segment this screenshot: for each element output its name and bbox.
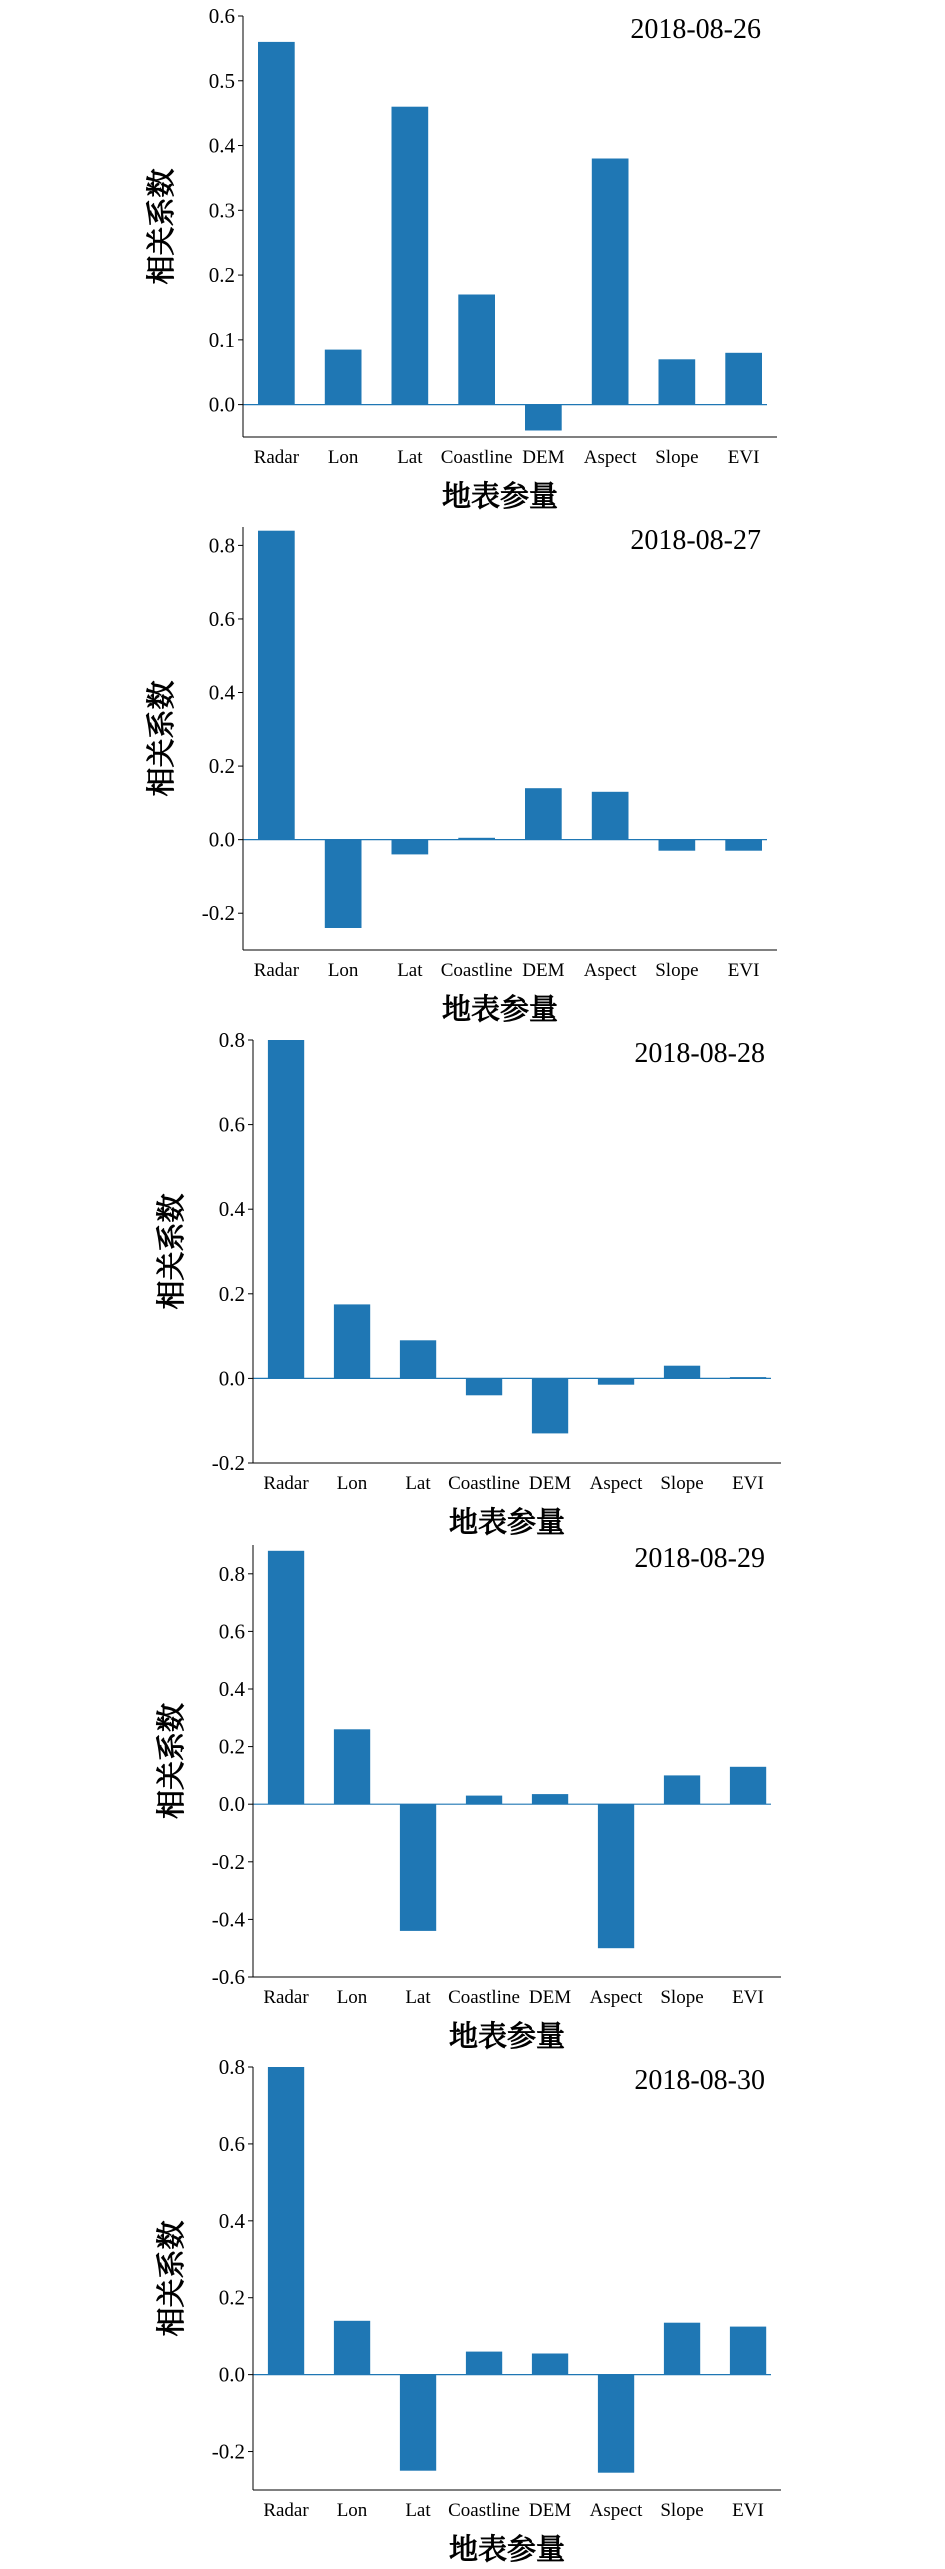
y-tick-label: 0.0 [208,827,235,852]
bar-aspect [592,792,629,840]
y-tick-label: 0.5 [208,68,235,93]
bar-dem [532,1794,568,1804]
panel-title: 2018-08-30 [634,2065,765,2096]
x-tick-label-coastline: Coastline [448,2500,520,2521]
x-tick-label-evi: EVI [727,447,760,468]
panel-title: 2018-08-29 [634,1543,765,1574]
bar-evi [730,2327,766,2375]
y-axis-label: 相关系数 [144,168,178,285]
x-tick-label-lon: Lon [336,2500,368,2521]
y-tick-label: 0.2 [208,263,235,288]
x-tick-label-lon: Lon [336,1987,368,2008]
bar-lat [400,1804,436,1931]
x-tick-label-dem: DEM [528,1987,572,2008]
x-tick-label-coastline: Coastline [440,960,513,981]
x-axis-label: 地表参量 [441,992,559,1026]
x-tick-label-slope: Slope [660,1473,704,1494]
y-tick-label: 0.6 [208,606,235,631]
bar-coastline [466,1378,502,1395]
y-tick-label: -0.2 [211,2439,245,2464]
bar-lat [400,1340,436,1378]
chart-panel-5 [154,2055,781,2566]
x-axis-label: 地表参量 [448,1505,566,1539]
x-tick-label-lat: Lat [397,447,423,468]
panel-title: 2018-08-26 [630,14,761,45]
bar-aspect [598,2375,634,2473]
x-tick-label-evi: EVI [727,960,760,981]
y-tick-label: 0.2 [218,1734,245,1759]
y-tick-label: 0.6 [218,1619,245,1644]
bar-slope [664,2323,700,2375]
bar-slope [664,1775,700,1804]
bar-dem [532,1378,568,1433]
y-tick-label: 0.4 [208,680,235,705]
x-tick-label-lon: Lon [336,1473,368,1494]
y-axis-label: 相关系数 [154,1702,188,1820]
bar-lon [325,350,362,405]
y-tick-label: -0.4 [211,1907,245,1932]
y-axis-label: 相关系数 [144,680,178,797]
x-tick-label-lon: Lon [327,447,359,468]
bar-lon [334,1729,370,1804]
x-tick-label-aspect: Aspect [583,447,637,468]
y-tick-label: 0.8 [208,533,235,558]
y-tick-label: 0.2 [218,2285,245,2310]
panel-title: 2018-08-28 [634,1038,765,1069]
y-tick-label: 0.0 [218,1792,245,1817]
chart-panel-2 [144,525,777,1026]
x-tick-label-dem: DEM [528,2500,572,2521]
bar-coastline [466,1796,502,1805]
bar-lon [325,840,362,928]
x-tick-label-radar: Radar [263,2500,309,2521]
y-tick-label: 0.2 [208,754,235,779]
bar-aspect [592,159,629,405]
bar-slope [659,840,696,851]
bar-radar [258,42,295,405]
bar-lat [400,2375,436,2471]
y-tick-label: 0.4 [218,2208,245,2233]
bar-slope [664,1366,700,1379]
x-tick-label-slope: Slope [660,1987,704,2008]
x-tick-label-coastline: Coastline [440,447,513,468]
bar-radar [268,1551,304,1804]
x-tick-label-evi: EVI [732,2500,764,2521]
x-tick-label-coastline: Coastline [448,1987,520,2008]
y-tick-label: -0.2 [201,901,235,926]
y-tick-label: 0.0 [218,1366,245,1391]
y-tick-label: 0.4 [218,1677,245,1701]
y-tick-label: 0.0 [208,392,235,417]
x-tick-label-radar: Radar [253,447,300,468]
bar-coastline [458,295,495,405]
chart-panel-3 [154,1028,781,1539]
y-axis-label: 相关系数 [154,1193,188,1310]
bar-aspect [598,1378,634,1384]
x-tick-label-lat: Lat [405,2500,431,2521]
bar-lon [334,1304,370,1378]
bar-evi [725,353,762,405]
y-tick-label: 0.3 [208,198,235,223]
y-tick-label: -0.6 [211,1965,245,1989]
bar-radar [268,1040,304,1378]
y-tick-label: 0.2 [218,1281,245,1306]
x-axis-label: 地表参量 [441,479,559,513]
x-tick-label-slope: Slope [660,2500,704,2521]
y-tick-label: -0.2 [211,1451,245,1475]
y-tick-label: 0.6 [218,2131,245,2156]
bar-dem [525,788,562,840]
x-tick-label-aspect: Aspect [589,1473,643,1494]
panel-title: 2018-08-27 [630,525,761,556]
bar-lat [392,107,429,405]
x-tick-label-aspect: Aspect [589,2500,643,2521]
bar-radar [268,2067,304,2375]
bar-evi [725,840,762,851]
bar-lat [392,840,429,855]
y-tick-label: 0.4 [218,1197,245,1222]
x-tick-label-dem: DEM [522,447,565,468]
bar-dem [532,2354,568,2375]
x-tick-label-evi: EVI [732,1473,764,1494]
y-axis-label: 相关系数 [154,2220,188,2337]
x-tick-label-aspect: Aspect [583,960,637,981]
y-tick-label: 0.8 [218,1561,245,1586]
x-tick-label-lat: Lat [397,960,423,981]
x-tick-label-coastline: Coastline [448,1473,520,1494]
chart-panel-1 [144,4,777,513]
y-tick-label: -0.2 [211,1849,245,1874]
bar-coastline [466,2352,502,2375]
x-tick-label-dem: DEM [522,960,565,981]
x-tick-label-evi: EVI [732,1987,764,2008]
x-tick-label-aspect: Aspect [589,1987,643,2008]
x-tick-label-radar: Radar [263,1987,309,2008]
x-tick-label-lat: Lat [405,1987,431,2008]
y-tick-label: 0.1 [208,327,235,352]
bar-evi [730,1767,766,1804]
bar-radar [258,531,295,840]
y-tick-label: 0.6 [218,1112,245,1137]
y-tick-label: 0.4 [208,133,235,158]
x-tick-label-slope: Slope [655,447,699,468]
x-tick-label-lat: Lat [405,1473,431,1494]
chart-panel-4 [154,1543,781,2053]
y-tick-label: 0.8 [218,1028,245,1052]
y-tick-label: 0.0 [218,2362,245,2387]
x-tick-label-radar: Radar [263,1473,309,1494]
x-tick-label-radar: Radar [253,960,300,981]
y-tick-label: 0.6 [208,4,235,28]
x-axis-label: 地表参量 [448,2019,566,2053]
bar-aspect [598,1804,634,1948]
x-tick-label-lon: Lon [327,960,359,981]
bar-slope [659,359,696,404]
y-tick-label: 0.8 [218,2055,245,2079]
x-axis-label: 地表参量 [448,2532,566,2566]
bar-dem [525,405,562,431]
x-tick-label-dem: DEM [528,1473,572,1494]
bar-lon [334,2321,370,2375]
x-tick-label-slope: Slope [655,960,699,981]
